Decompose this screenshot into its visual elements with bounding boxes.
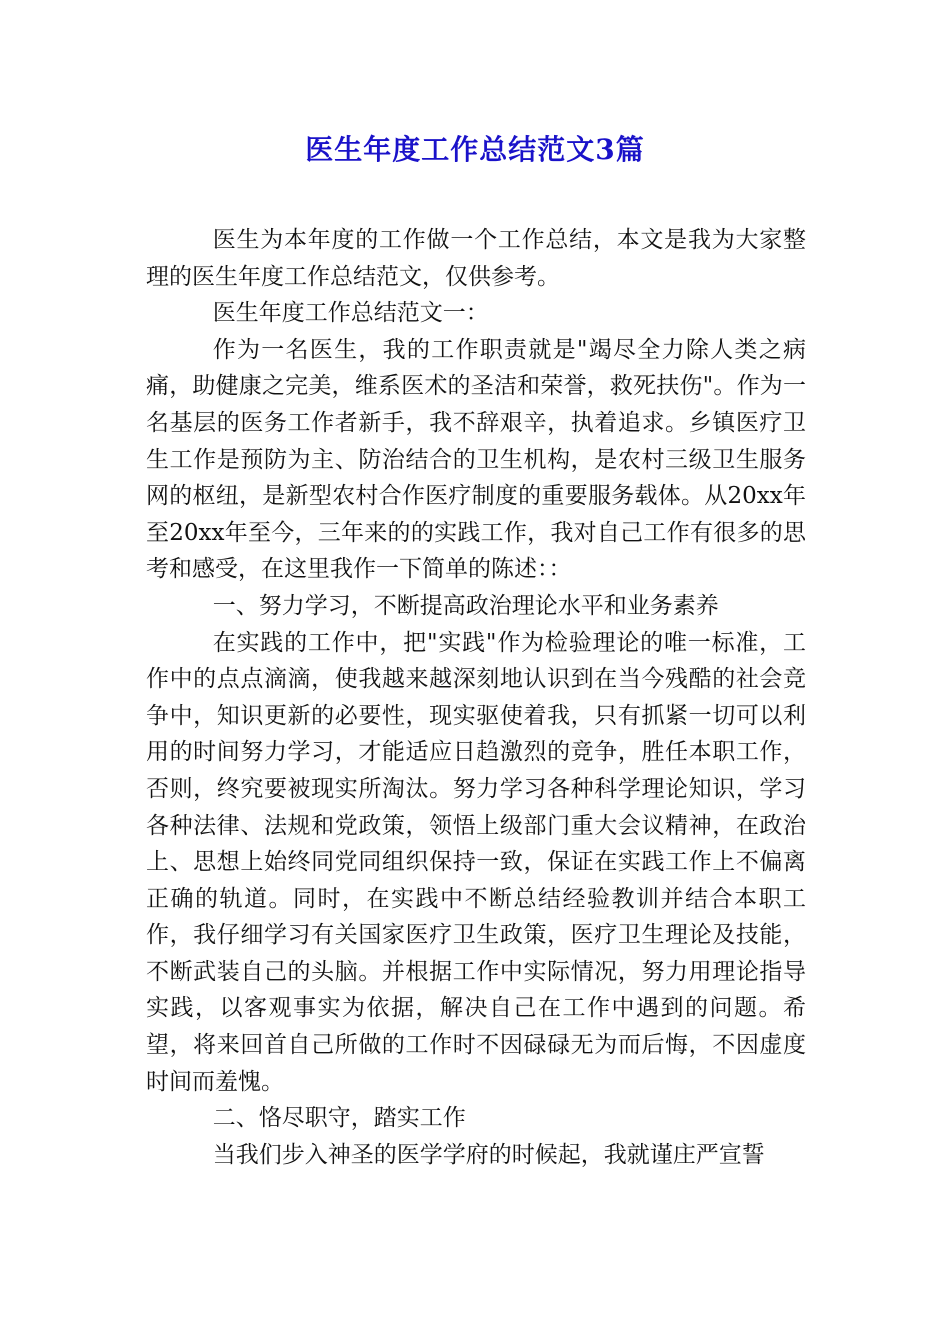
paragraph-oath: 当我们步入神圣的医学学府的时候起，我就谨庄严宣誓 bbox=[212, 1141, 765, 1168]
section-heading-two: 二、恪尽职守，踏实工作 bbox=[212, 1105, 466, 1132]
paragraph-duty: 作为一名医生，我的工作职责就是"竭尽全力除人类之病痛，助健康之完美，维系医术的圣洁和荣誉，救死扶伤"。作为一名基层的医务工作者新手，我不辞艰辛，执着追求。乡镇医疗卫生工作是预防为主、防治结合的卫生机构，是农村三级卫生服务网的枢纽，是新型农村合作医疗制度的重要服务载体。从20xx年至20xx年至今，三年来的的实践工作，我对自己工作有很多的思考和感受，在这里我作一下简单的陈述：： bbox=[146, 336, 806, 583]
paragraph-intro: 医生为本年度的工作做一个工作总结，本文是我为大家整理的医生年度工作总结范文，仅供参考。 bbox=[146, 227, 806, 290]
section-heading-one: 一、努力学习，不断提高政治理论水平和业务素养 bbox=[212, 592, 719, 619]
paragraph-heading-essay-one: 医生年度工作总结范文一： bbox=[212, 300, 489, 327]
document-title: 医生年度工作总结范文3篇 bbox=[305, 133, 645, 166]
document-body bbox=[146, 222, 806, 1173]
paragraph-study: 在实践的工作中，把"实践"作为检验理论的唯一标准，工作中的点点滴滴，使我越来越深刻地认识到在当今残酷的社会竞争中，知识更新的必要性，现实驱使着我，只有抓紧一切可以利用的时间努力学习，才能适应日趋激烈的竞争，胜任本职工作，否则，终究要被现实所淘汰。努力学习各种科学理论知识，学习各种法律、法规和党政策，领悟上级部门重大会议精神，在政治上、思想上始终同党同组织保持一致，保证在实践工作上不偏离正确的轨道。同时，在实践中不断总结经验教训并结合本职工作，我仔细学习有关国家医疗卫生政策，医疗卫生理论及技能，不断武装自己的头脑。并根据工作中实际情况，努力用理论指导实践，以客观事实为依据，解决自己在工作中遇到的问题。希望，将来回首自己所做的工作时不因碌碌无为而后悔，不因虚度时间而羞愧。 bbox=[146, 629, 806, 1095]
